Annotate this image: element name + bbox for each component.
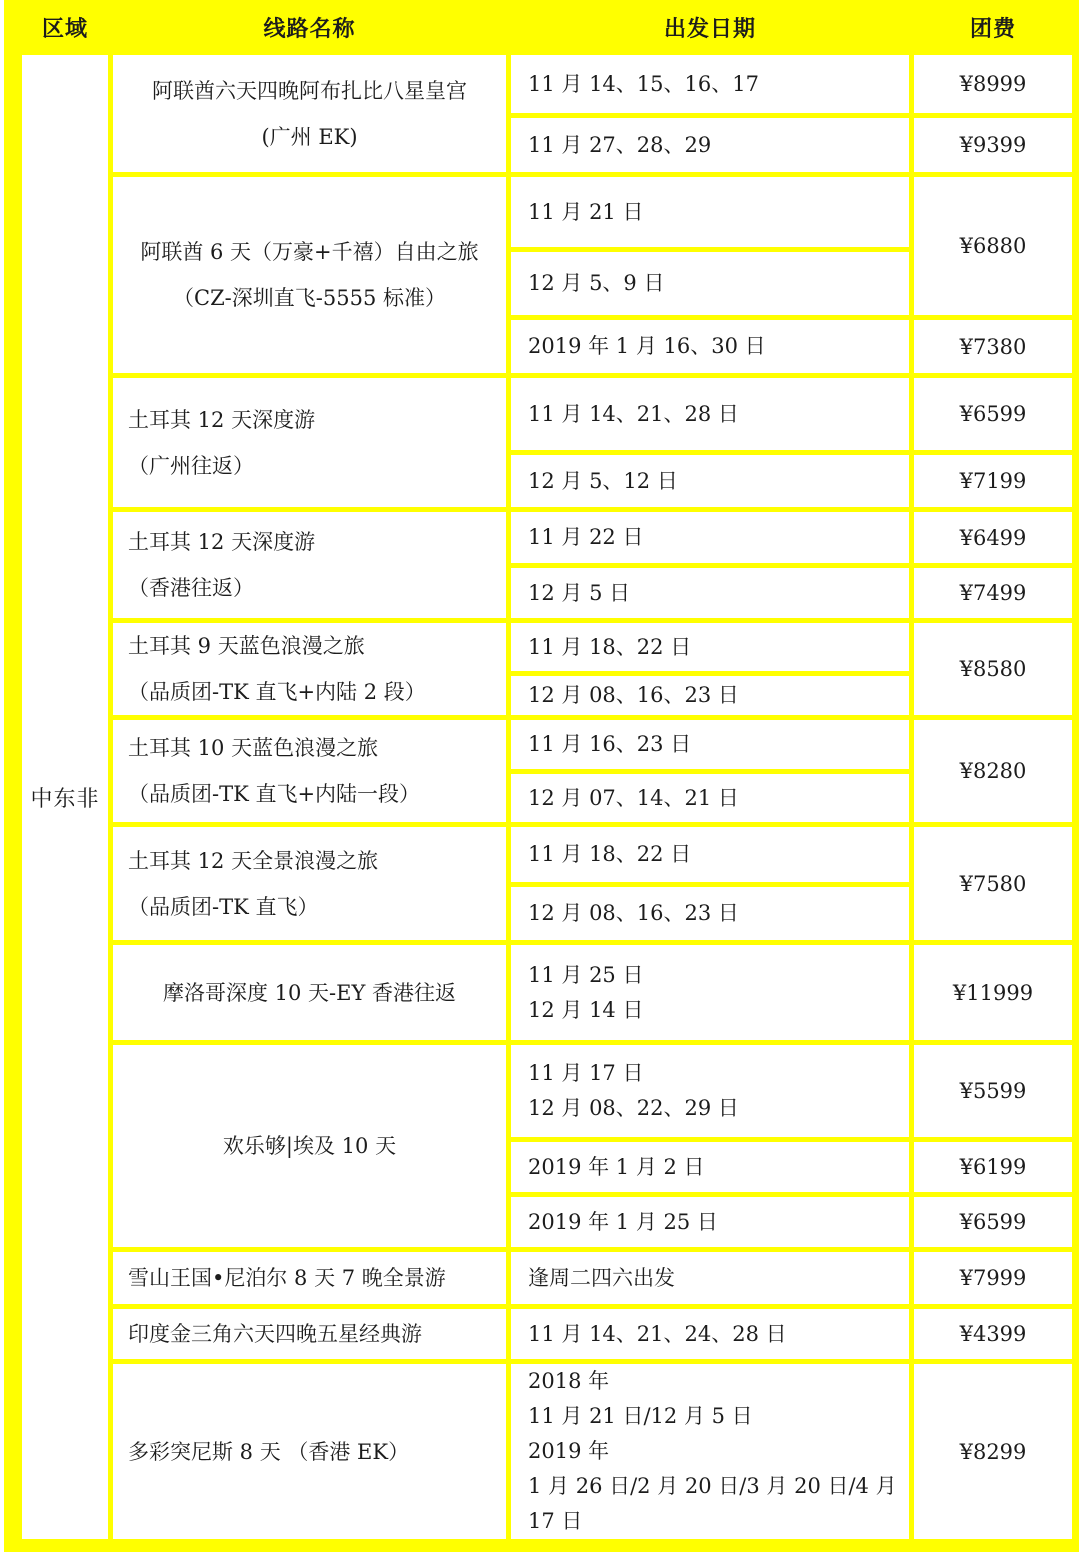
column-header-date: 出发日期 bbox=[509, 3, 912, 53]
text-line: 11 月 18、22 日 bbox=[528, 634, 692, 659]
price-cell: ¥6499 bbox=[912, 510, 1075, 566]
date-cell bbox=[509, 53, 912, 116]
region-cell: 中东非 bbox=[20, 53, 111, 1542]
text-line: 2019 年 bbox=[528, 1439, 610, 1463]
text-line: 12 月 07、14、21 日 bbox=[528, 785, 739, 810]
text-line: 阿联酋六天四晚阿布扎比八星皇宫 bbox=[152, 78, 467, 103]
price-cell: ¥6199 bbox=[912, 1140, 1075, 1195]
route-name-cell bbox=[111, 1307, 509, 1362]
route-name-cell bbox=[111, 1043, 509, 1250]
price-cell: ¥8280 bbox=[912, 718, 1075, 825]
date-cell bbox=[509, 943, 912, 1043]
table-row bbox=[20, 510, 1075, 566]
text-line: （品质团-TK 直飞+内陆 2 段） bbox=[128, 680, 426, 704]
text-line: (广州 EK) bbox=[261, 124, 358, 149]
date-cell bbox=[509, 718, 912, 772]
text-line: 11 月 14、21、24、28 日 bbox=[528, 1321, 787, 1346]
price-cell: ¥6880 bbox=[912, 175, 1075, 318]
table-row bbox=[20, 825, 1075, 885]
text-line: 12 月 08、16、23 日 bbox=[528, 683, 739, 708]
route-name-cell bbox=[111, 510, 509, 621]
date-cell bbox=[509, 1195, 912, 1250]
text-line: 17 日 bbox=[528, 1509, 583, 1533]
text-line: 土耳其 12 天深度游 bbox=[128, 407, 316, 432]
route-name-cell bbox=[111, 53, 509, 175]
date-cell bbox=[509, 1250, 912, 1307]
price-cell: ¥7380 bbox=[912, 318, 1075, 376]
text-line: 11 月 17 日 bbox=[528, 1061, 644, 1085]
price-cell: ¥6599 bbox=[912, 376, 1075, 453]
route-name-cell bbox=[111, 718, 509, 825]
text-line: （品质团-TK 直飞+内陆一段） bbox=[128, 782, 421, 806]
text-line: 摩洛哥深度 10 天-EY 香港往返 bbox=[162, 980, 457, 1005]
date-cell bbox=[509, 453, 912, 510]
text-line: 11 月 25 日 bbox=[528, 962, 644, 987]
route-name-cell bbox=[111, 1362, 509, 1542]
text-line: 11 月 21 日/12 月 5 日 bbox=[528, 1404, 753, 1428]
table-row bbox=[20, 175, 1075, 250]
text-line: （广州往返） bbox=[128, 453, 254, 478]
text-line: 1 月 26 日/2 月 20 日/3 月 20 日/4 月 bbox=[528, 1474, 897, 1498]
text-line: 土耳其 10 天蓝色浪漫之旅 bbox=[128, 736, 379, 760]
tour-price-table bbox=[17, 0, 1077, 1544]
date-cell bbox=[509, 175, 912, 250]
text-line: 土耳其 9 天蓝色浪漫之旅 bbox=[128, 634, 365, 658]
text-line: 印度金三角六天四晚五星经典游 bbox=[128, 1322, 422, 1346]
route-name-cell bbox=[111, 621, 509, 718]
price-cell: ¥7199 bbox=[912, 453, 1075, 510]
table-row bbox=[20, 1307, 1075, 1362]
price-cell: ¥4399 bbox=[912, 1307, 1075, 1362]
price-cell: ¥6599 bbox=[912, 1195, 1075, 1250]
date-cell bbox=[509, 772, 912, 825]
route-name-cell bbox=[111, 1250, 509, 1307]
date-cell bbox=[509, 1140, 912, 1195]
date-cell bbox=[509, 510, 912, 566]
text-line: 多彩突尼斯 8 天 （香港 EK） bbox=[128, 1439, 410, 1464]
price-cell: ¥11999 bbox=[912, 943, 1075, 1043]
table-row bbox=[20, 621, 1075, 674]
text-line: 12 月 14 日 bbox=[528, 997, 644, 1022]
text-line: （CZ-深圳直飞-5555 标准） bbox=[173, 286, 446, 310]
text-line: 雪山王国•尼泊尔 8 天 7 晚全景游 bbox=[128, 1266, 446, 1290]
price-cell: ¥9399 bbox=[912, 116, 1075, 175]
date-cell bbox=[509, 376, 912, 453]
table-row bbox=[20, 1250, 1075, 1307]
price-cell: ¥8999 bbox=[912, 53, 1075, 116]
price-cell: ¥8580 bbox=[912, 621, 1075, 718]
price-cell: ¥7580 bbox=[912, 825, 1075, 943]
table-row bbox=[20, 53, 1075, 116]
tour-price-table-frame bbox=[4, 0, 1079, 1552]
price-cell: ¥5599 bbox=[912, 1043, 1075, 1140]
text-line: 11 月 22 日 bbox=[528, 525, 644, 549]
date-cell bbox=[509, 1043, 912, 1140]
text-line: 土耳其 12 天全景浪漫之旅 bbox=[128, 848, 379, 873]
column-header-region: 区域 bbox=[20, 3, 111, 53]
text-line: （香港往返） bbox=[128, 576, 254, 600]
text-line: 12 月 08、22、29 日 bbox=[528, 1096, 739, 1120]
text-line: 12 月 5、9 日 bbox=[528, 271, 665, 295]
date-cell bbox=[509, 1307, 912, 1362]
text-line: 12 月 5 日 bbox=[528, 580, 631, 605]
date-cell bbox=[509, 250, 912, 318]
route-name-cell bbox=[111, 825, 509, 943]
date-cell bbox=[509, 621, 912, 674]
header-row bbox=[20, 3, 1075, 53]
table-row bbox=[20, 1362, 1075, 1542]
text-line: 12 月 08、16、23 日 bbox=[528, 901, 739, 925]
text-line: 11 月 14、15、16、17 bbox=[528, 71, 759, 96]
table-row bbox=[20, 1043, 1075, 1140]
text-line: 阿联酋 6 天（万豪+千禧）自由之旅 bbox=[140, 240, 479, 264]
price-cell: ¥8299 bbox=[912, 1362, 1075, 1542]
date-cell bbox=[509, 566, 912, 621]
table-row bbox=[20, 943, 1075, 1043]
route-name-cell bbox=[111, 376, 509, 510]
column-header-route: 线路名称 bbox=[111, 3, 509, 53]
text-line: 11 月 21 日 bbox=[528, 199, 644, 224]
text-line: 逢周二四六出发 bbox=[528, 1265, 675, 1290]
text-line: 2019 年 1 月 25 日 bbox=[528, 1209, 718, 1234]
text-line: 12 月 5、12 日 bbox=[528, 468, 678, 493]
text-line: 11 月 18、22 日 bbox=[528, 842, 692, 866]
text-line: 2019 年 1 月 2 日 bbox=[528, 1154, 705, 1179]
date-cell bbox=[509, 318, 912, 376]
text-line: 11 月 16、23 日 bbox=[528, 732, 692, 756]
text-line: 2018 年 bbox=[528, 1369, 610, 1393]
text-line: 欢乐够|埃及 10 天 bbox=[222, 1134, 397, 1158]
route-name-cell bbox=[111, 175, 509, 376]
column-header-price: 团费 bbox=[912, 3, 1075, 53]
text-line: 2019 年 1 月 16、30 日 bbox=[528, 334, 766, 358]
price-cell: ¥7499 bbox=[912, 566, 1075, 621]
text-line: （品质团-TK 直飞） bbox=[128, 894, 319, 919]
date-cell bbox=[509, 116, 912, 175]
table-row bbox=[20, 718, 1075, 772]
text-line: 11 月 27、28、29 bbox=[528, 132, 712, 157]
date-cell bbox=[509, 1362, 912, 1542]
price-cell: ¥7999 bbox=[912, 1250, 1075, 1307]
date-cell bbox=[509, 885, 912, 943]
route-name-cell bbox=[111, 943, 509, 1043]
date-cell bbox=[509, 825, 912, 885]
date-cell bbox=[509, 674, 912, 718]
text-line: 土耳其 12 天深度游 bbox=[128, 530, 316, 554]
text-line: 11 月 14、21、28 日 bbox=[528, 401, 739, 426]
table-row bbox=[20, 376, 1075, 453]
